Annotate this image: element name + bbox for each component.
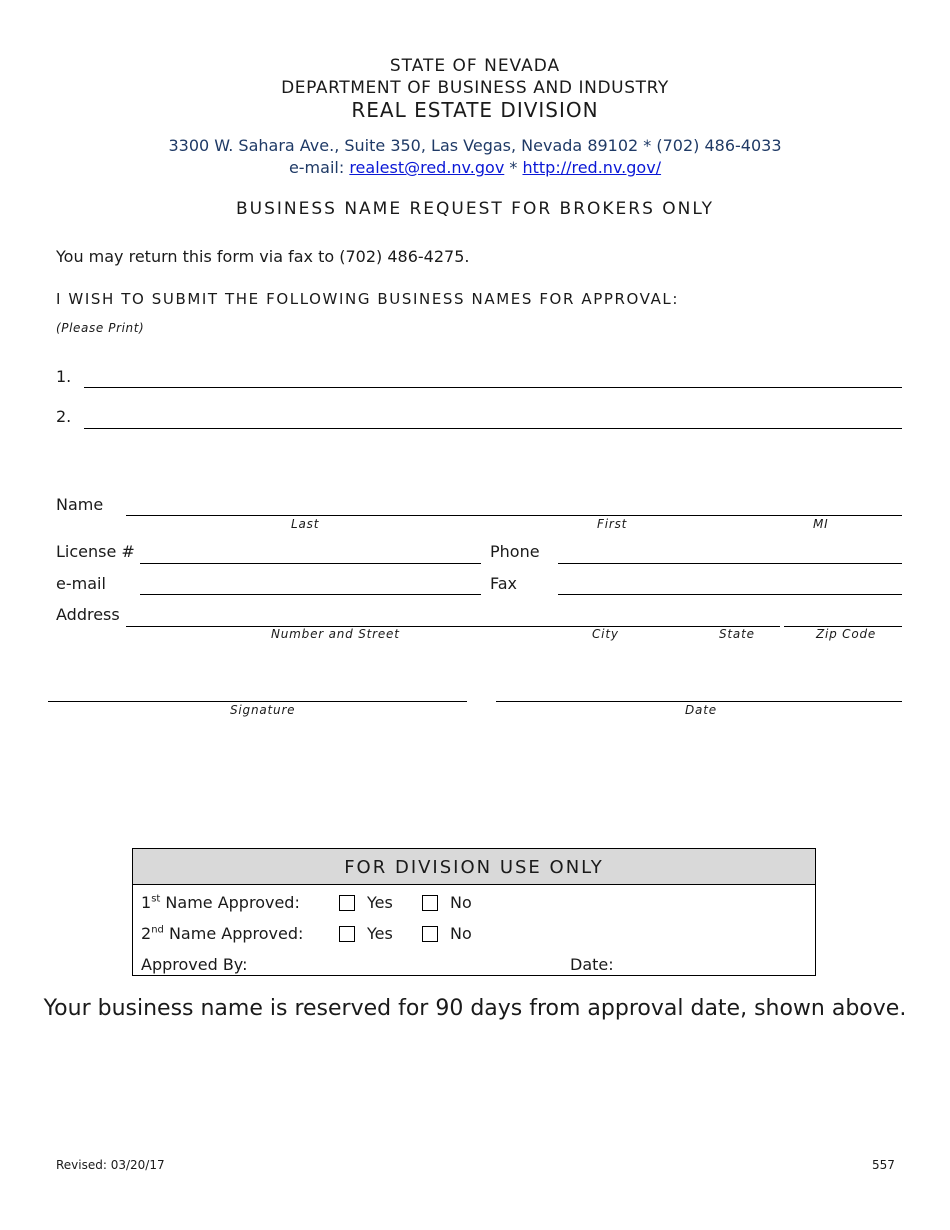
last-caption: Last xyxy=(291,517,320,531)
second-name-approved-label: 2nd Name Approved: xyxy=(141,924,304,943)
address-label: Address xyxy=(56,605,120,624)
email-field-label: e-mail xyxy=(56,574,106,593)
first-caption: First xyxy=(597,517,628,531)
email-label: e-mail: xyxy=(288,158,345,177)
mi-caption: MI xyxy=(813,517,829,531)
license-field[interactable] xyxy=(140,563,481,564)
fax-field[interactable] xyxy=(558,594,902,595)
header-state: STATE OF NEVADA xyxy=(389,56,561,76)
first-no-checkbox[interactable] xyxy=(422,895,438,911)
approved-by-label: Approved By: xyxy=(141,955,248,974)
address-field[interactable] xyxy=(126,626,780,627)
division-use-heading: FOR DIVISION USE ONLY xyxy=(133,849,815,885)
signature-field[interactable] xyxy=(48,701,467,702)
name-label: Name xyxy=(56,495,104,514)
approval-date-label: Date: xyxy=(570,955,614,974)
form-number: 557 xyxy=(872,1158,895,1172)
header-address: 3300 W. Sahara Ave., Suite 350, Las Vegas, Nevada 89102 * (702) 486-4033 xyxy=(168,136,782,155)
second-yes-label: Yes xyxy=(367,924,393,943)
business-name-2-field[interactable] xyxy=(84,428,902,429)
phone-label: Phone xyxy=(490,542,540,561)
second-no-label: No xyxy=(450,924,472,943)
name-line-2-label: 2. xyxy=(56,407,72,426)
please-print: (Please Print) xyxy=(56,321,145,335)
first-name-approved-label: 1st Name Approved: xyxy=(141,893,300,912)
fax-label: Fax xyxy=(490,574,518,593)
state-caption: State xyxy=(719,627,755,641)
email-link[interactable]: realest@red.nv.gov xyxy=(349,158,505,177)
name-field[interactable] xyxy=(126,515,902,516)
signature-caption: Signature xyxy=(230,703,296,717)
license-label: License # xyxy=(56,542,135,561)
first-no-label: No xyxy=(450,893,472,912)
second-no-checkbox[interactable] xyxy=(422,926,438,942)
city-caption: City xyxy=(592,627,619,641)
header-department: DEPARTMENT OF BUSINESS AND INDUSTRY xyxy=(281,78,669,98)
revised-date: Revised: 03/20/17 xyxy=(56,1158,165,1172)
date-field[interactable] xyxy=(496,701,902,702)
fax-note: You may return this form via fax to (702) 486-4275. xyxy=(56,247,470,266)
header-contact xyxy=(0,158,950,177)
submit-heading: I WISH TO SUBMIT THE FOLLOWING BUSINESS NAMES FOR APPROVAL: xyxy=(56,290,680,308)
business-name-1-field[interactable] xyxy=(84,387,902,388)
email-field[interactable] xyxy=(140,594,481,595)
first-yes-checkbox[interactable] xyxy=(339,895,355,911)
zip-caption: Zip Code xyxy=(816,627,877,641)
first-yes-label: Yes xyxy=(367,893,393,912)
website-link[interactable]: http://red.nv.gov/ xyxy=(522,158,662,177)
header-division: REAL ESTATE DIVISION xyxy=(351,98,599,122)
second-yes-checkbox[interactable] xyxy=(339,926,355,942)
street-caption: Number and Street xyxy=(271,627,400,641)
form-title: BUSINESS NAME REQUEST FOR BROKERS ONLY xyxy=(235,199,715,219)
phone-field[interactable] xyxy=(558,563,902,564)
reservation-note: Your business name is reserved for 90 days from approval date, shown above. xyxy=(43,996,907,1021)
contact-separator: * xyxy=(509,158,518,177)
name-line-1-label: 1. xyxy=(56,367,72,386)
date-caption: Date xyxy=(685,703,717,717)
